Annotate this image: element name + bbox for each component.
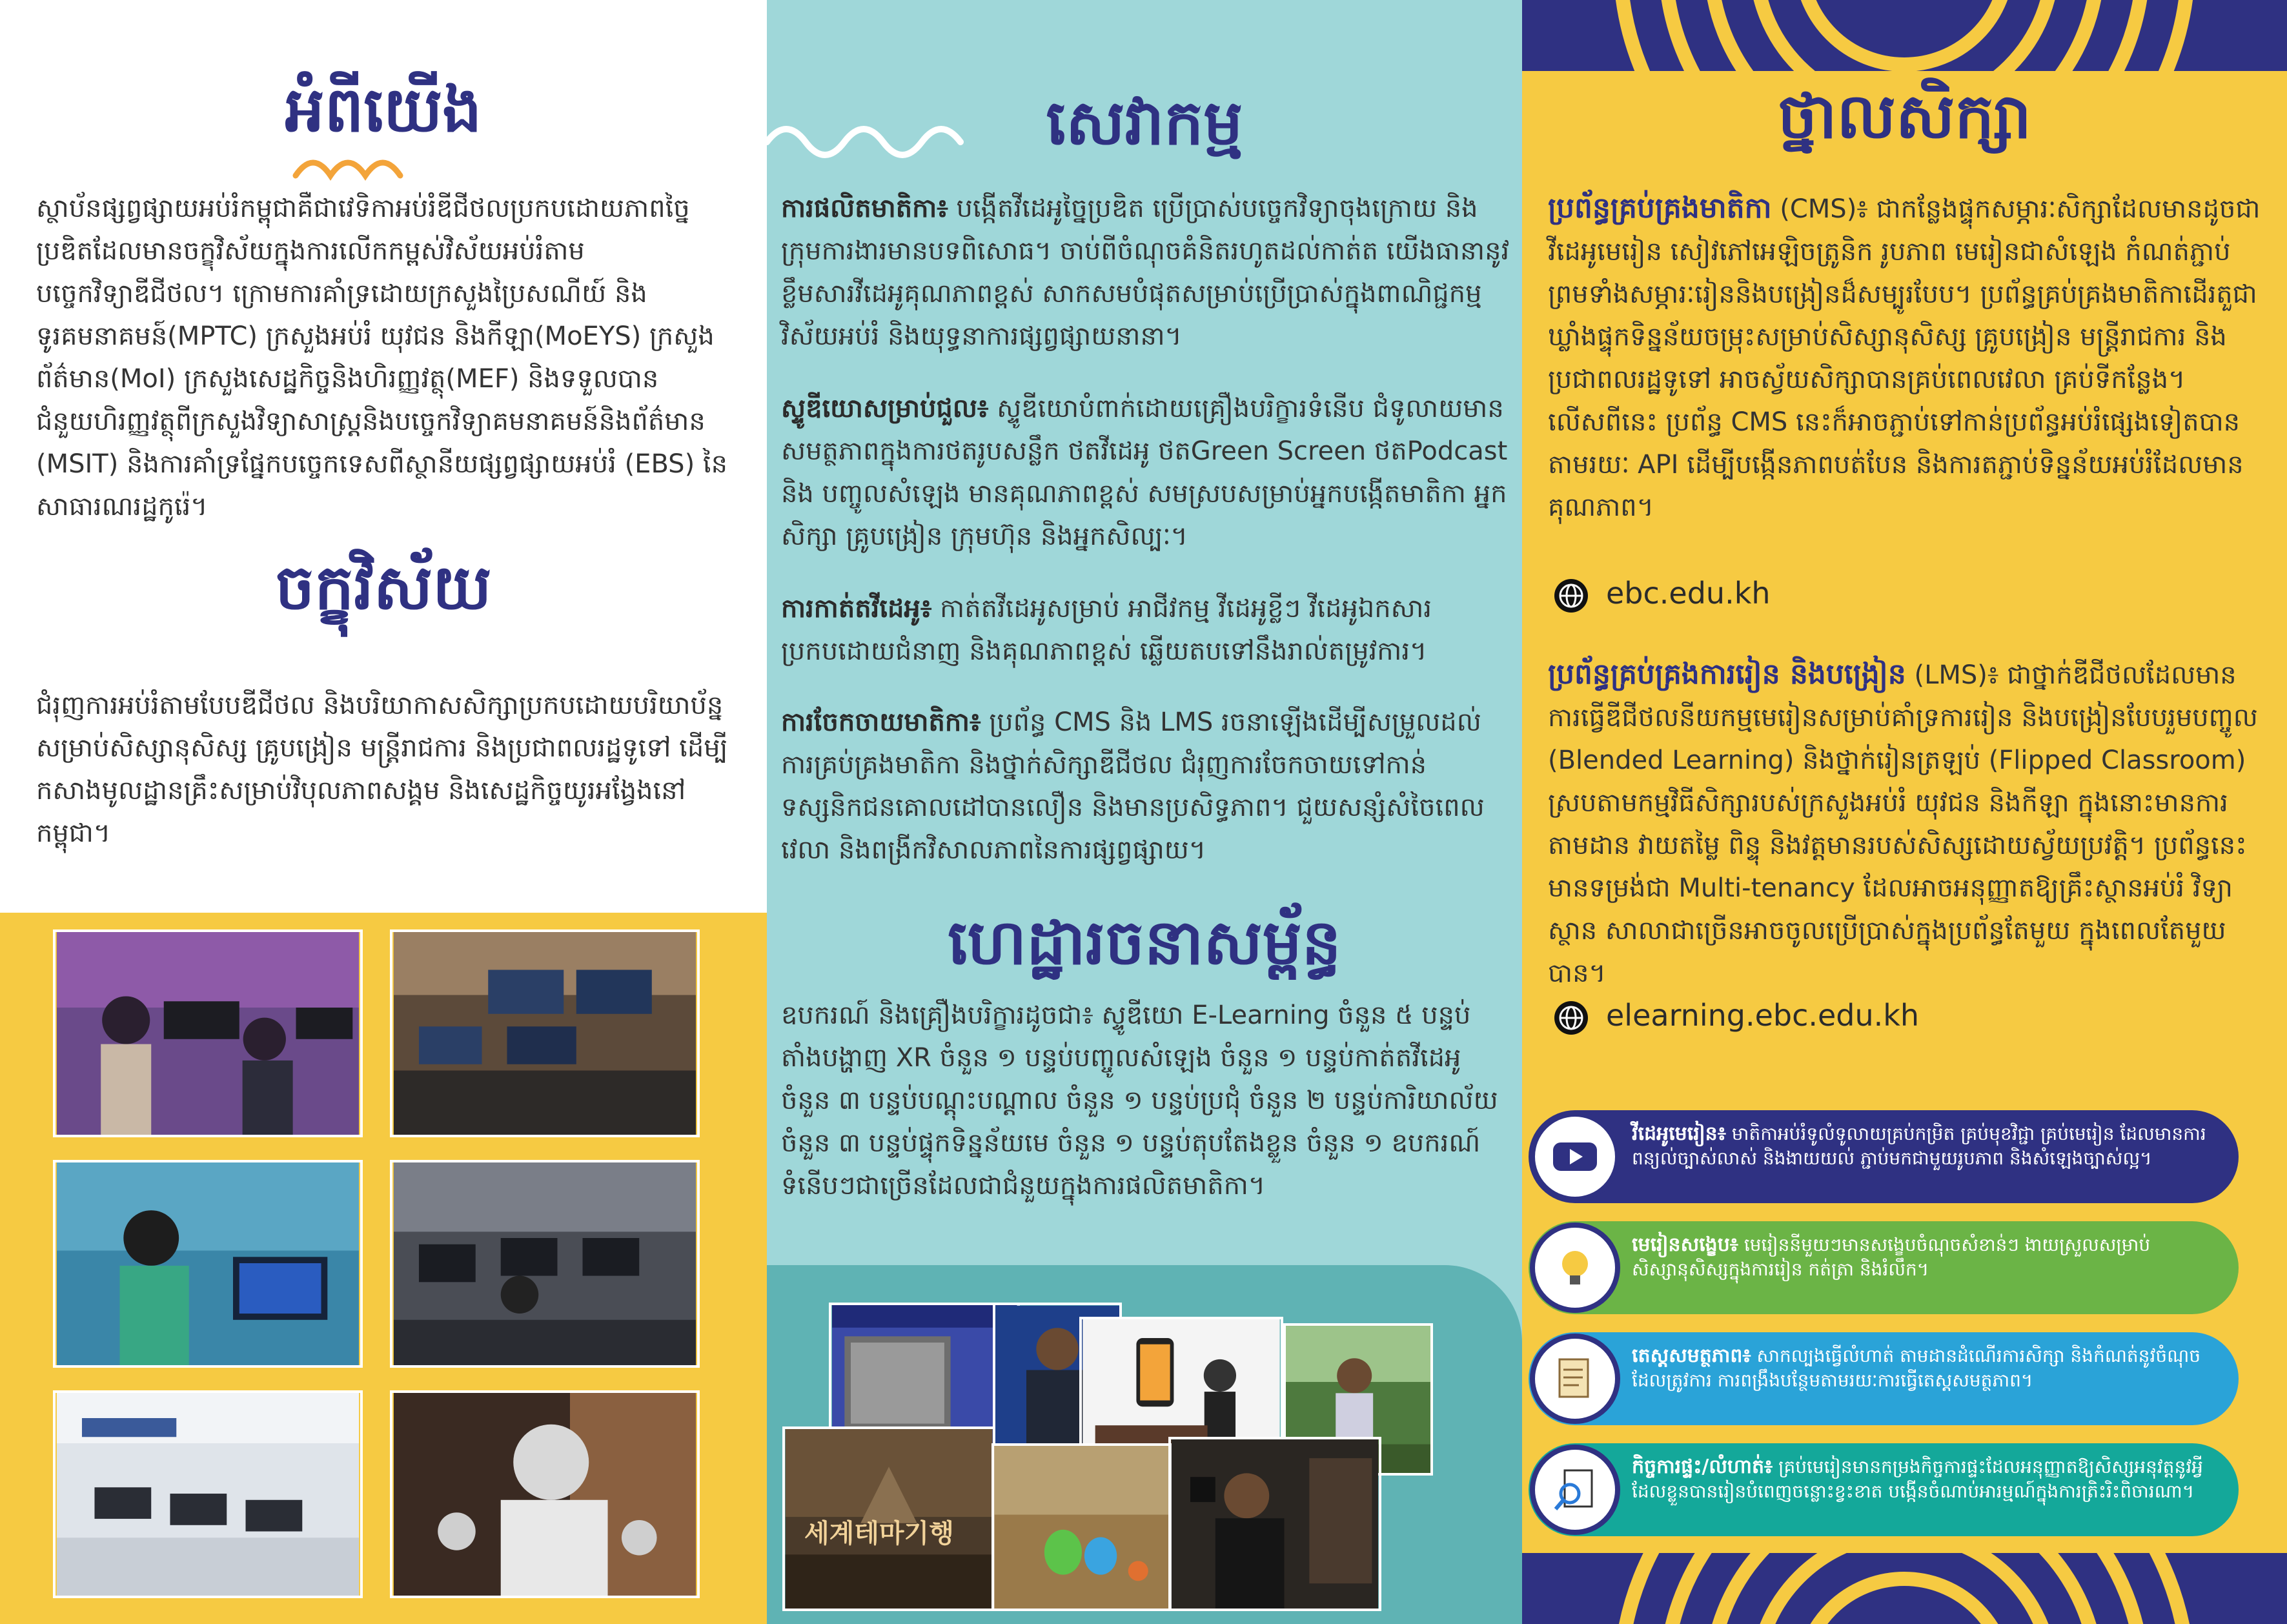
vision-text: ជំរុញការអប់រំតាមបែបឌីជីថល និងបរិយាកាសសិក្សាប្រកបដោយបរិយាប័ន្នសម្រាប់សិស្សានុសិស្ស គ្រូបង្រៀន មន្ត្រីរាជការ និងប្រជាពលរដ្ឋទូទៅ ដើម្បីកសាងមូលដ្ឋានគ្រឹះសម្រាប់វិបុលភាពសង្គម និងសេដ្ឋកិច្ចយូរអង្វែងនៅកម្ពុជា។ [36,691,728,848]
service-distribution [781,701,1510,871]
globe-icon [1554,1001,1588,1035]
feature-homework [1529,1443,2239,1536]
content-thumbnails [767,1265,1522,1624]
feature-homework-lead: កិច្ចការផ្ទះ/លំហាត់៖ [1632,1456,1773,1478]
globe-icon [1554,579,1588,613]
feature-assessment [1529,1332,2239,1425]
service-studio-text: ស្ទូឌីយោបំពាក់ដោយគ្រឿងបរិក្ខារទំនើប ជំទូលាយមានសមត្ថភាពក្នុងការថតរូបសន្លឹក ថតវីដេអូ ថតGreen Screen ថតPodcast និង បញ្ចូលសំឡេង មានគុណភាពខ្ពស់ សមស្របសម្រាប់អ្នកបង្កើតមាតិកា អ្នកសិក្សា គ្រូបង្រៀន ក្រុមហ៊ុន និងអ្នកសិល្បៈ។ [781,394,1508,551]
vision-title: ចក្ខុវិស័យ [275,551,492,624]
cms-description [1548,187,2264,529]
service-studio-lead: ស្ទូឌីយោសម្រាប់ជួល៖ [781,394,989,423]
youtube-icon [1530,1111,1620,1202]
service-distribution-text: ប្រព័ន្ធ CMS និង LMS រចនាឡើងដើម្បីសម្រួលដល់ការគ្រប់គ្រងមាតិកា និងថ្នាក់សិក្សាឌីជីថល ជំរុញការចែកចាយទៅកាន់ទស្សនិកជនគោលដៅបានលឿន និងមានប្រសិទ្ធភាព។ ជួយសន្សំសំចៃពេលវេលា និងពង្រីកវិសាលភាពនៃការផ្សព្វផ្សាយ។ [781,707,1485,865]
feature-lesson-summary [1529,1221,2239,1314]
wave-decoration [289,150,418,182]
photo-training-room [53,1390,363,1598]
photo-vr-headset [390,1390,700,1598]
cms-text: (CMS)៖ ជាកន្លែងផ្ទុកសម្ភារៈសិក្សាដែលមានដូចជា វីដេអូមេរៀន សៀវភៅអេឡិចត្រូនិក រូបភាព មេរៀនជាសំឡេង កំណត់ភ្ជាប់ព្រមទាំងសម្ភារៈរៀននិងបង្រៀនដ៏សម្បូរបែប។ ប្រព័ន្ធគ្រប់គ្រងមាតិកាដើរតួជាឃ្លាំងផ្ទុកទិន្នន័យចម្រុះសម្រាប់សិស្សានុសិស្ស គ្រូបង្រៀន មន្ត្រីរាជការ និងប្រជាពលរដ្ឋទូទៅ អាចស្វ័យសិក្សាបានគ្រប់ពេលវេលា គ្រប់ទីកន្លែង។ លើសពីនេះ ប្រព័ន្ធ CMS នេះក៏អាចភ្ជាប់ទៅកាន់ប្រព័ន្ធអប់រំផ្សេងទៀតបានតាមរយៈ API ដើម្បីបង្កើនភាពបត់បែន និងការតភ្ជាប់ទិន្នន័យអប់រំដែលមានគុណភាព។ [1548,194,2261,522]
lms-description [1548,653,2264,995]
lms-url[interactable]: elearning.ebc.edu.kh [1606,998,1920,1033]
platform-title: ថ្នាលសិក្សា [1778,80,2031,152]
photo-recording-booth [53,1160,363,1368]
platform-panel [1522,0,2287,1624]
photo-control-room [390,929,700,1137]
lms-lead: ប្រព័ន្ធគ្រប់គ្រងការរៀន និងបង្រៀន [1548,658,1906,691]
services-title: សេវាកម្ម [1046,86,1243,159]
feature-summary-lead: មេរៀនសង្ខេប៖ [1632,1233,1738,1256]
notepad-icon [1530,1334,1620,1424]
services-panel [767,0,1522,1624]
photo-camera-crew [53,929,363,1137]
feature-video-text [1632,1122,2213,1171]
lms-link[interactable] [1554,998,1919,1035]
infrastructure-title: ហេដ្ឋារចនាសម្ព័ន្ធ [948,906,1341,979]
service-video-editing [781,587,1510,673]
feature-assessment-body: សាកល្បងធ្វើលំហាត់ តាមដានដំណើរការសិក្សា និងកំណត់នូវចំណុចដែលត្រូវការ ការពង្រឹងបន្ថែមតាមរយៈការធ្វើតេស្តសមត្ថភាព។ [1632,1345,2201,1391]
cms-url[interactable]: ebc.edu.kh [1606,576,1771,611]
about-text: ស្ថាប័នផ្សព្វផ្សាយអប់រំកម្ពុជាគឺជាវេទិកាអប់រំឌីជីថលប្រកបដោយភាពច្នៃប្រឌិតដែលមានចក្ខុវិស័យក្នុងការលើកកម្ពស់វិស័យអប់រំតាមបច្ចេកវិទ្យាឌីជីថល។ ក្រោមការគាំទ្រដោយក្រសួងប្រៃសណីយ៍ និងទូរគមនាគមន៍(MPTC) ក្រសួងអប់រំ យុវជន និងកីឡា(MoEYS) ក្រសួងព័ត៌មាន(MoI) ក្រសួងសេដ្ឋកិច្ចនិងហិរញ្ញវត្ថុ(MEF) និងទទួលបានជំនួយហិរញ្ញវត្ថុពីក្រសួងវិទ្យាសាស្ត្រនិងបច្ចេកវិទ្យាគមនាគមន៍និងព័ត៌មាន (MSIT) និងការគាំទ្រផ្នែកបច្ចេកទេសពីស្ថានីយផ្សព្វផ្សាយអប់រំ (EBS) នៃសាធារណរដ្ឋកូរ៉េ។ [36,194,727,522]
infrastructure-text: ឧបករណ៍ និងគ្រឿងបរិក្ខារដូចជា៖ ស្ទូឌីយោ E-Learning ចំនួន ៥ បន្ទប់តាំងបង្ហាញ XR ចំនួន ១ បន្ទប់បញ្ចូលសំឡេង ចំនួន ១ បន្ទប់កាត់តវីដេអូ ចំនួន ៣ បន្ទប់បណ្តុះបណ្តាល ចំនួន ១ បន្ទប់ប្រជុំ ចំនួន ២ បន្ទប់ការិយាល័យ ចំនួន ៣ បន្ទប់ផ្ទុកទិន្នន័យមេ ចំនួន ១ បន្ទប់តុបតែងខ្លួន ចំនួន ១ ឧបករណ៍ទំនើបៗជាច្រើនដែលជាជំនួយក្នុងការផលិតមាតិកា។ [781,1000,1498,1201]
feature-video-body: មាតិកាអប់រំទូលំទូលាយគ្រប់កម្រិត គ្រប់មុខវិជ្ជា គ្រប់មេរៀន ដែលមានការពន្យល់ច្បាស់លាស់ និងងាយយល់ ភ្ជាប់មកជាមួយរូបភាព និងសំឡេងច្បាស់ល្អ។ [1632,1123,2206,1169]
service-production-text: បង្កើតវីដេអូច្នៃប្រឌិត ប្រើប្រាស់បច្ចេកវិទ្យាចុងក្រោយ និងក្រុមការងារមានបទពិសោធ។ ចាប់ពីចំណុចគំនិតរហូតដល់កាត់ត យើងធានានូវខ្លឹមសារវីដេអូគុណភាពខ្ពស់ សាកសមបំផុតសម្រាប់ប្រើប្រាស់ក្នុងពាណិជ្ជកម្ម វិស័យអប់រំ និងយុទ្ធនាការផ្សព្វផ្សាយនានា។ [781,194,1510,351]
thumb-animation [991,1443,1172,1611]
photo-grid [0,913,767,1624]
service-production [781,187,1510,358]
service-editing-text: កាត់តវីដេអូសម្រាប់ អាជីវកម្ម វីដេអូខ្លីៗ វីដេអូឯកសារ ប្រកបដោយជំនាញ និងគុណភាពខ្ពស់ ឆ្លើយតបទៅនឹងរាល់តម្រូវការ។ [781,594,1432,666]
feature-homework-body: គ្រប់មេរៀនមានកម្រងកិច្ចការផ្ទះដែលអនុញ្ញាតឱ្យសិស្សអនុវត្តនូវអ្វីដែលខ្លួនបានរៀនបំពេញចន្លោះខ្វះខាត បង្កើនចំណាប់អារម្មណ៍ក្នុងការត្រិះរិះពិចារណា។ [1632,1456,2203,1502]
thumb-caption: 세계테마기행 [804,1519,954,1548]
arc-decoration-top [1522,0,2287,71]
about-panel [0,0,767,1624]
feature-assessment-lead: តេស្តសមត្ថភាព៖ [1632,1345,1751,1367]
lms-text: (LMS)៖ ជាថ្នាក់ឌីជីថលដែលមានការធ្វើឌីជីថលនីយកម្មមេរៀនសម្រាប់គាំទ្រការរៀន និងបង្រៀនបែបរួមបញ្ចូល (Blended Learning) និងថ្នាក់រៀនត្រឡប់ (Flipped Classroom) ស្របតាមកម្មវិធីសិក្សារបស់ក្រសួងអប់រំ យុវជន និងកីឡា ក្នុងនោះមានការតាមដាន វាយតម្លៃ ពិន្ទុ និងវត្តមានរបស់សិស្សដោយស្វ័យប្រវត្តិ។ ប្រព័ន្ធនេះមានទម្រង់ជា Multi-tenancy ដែលអាចអនុញ្ញាតឱ្យគ្រឹះស្ថានអប់រំ វិទ្យាស្ថាន សាលាជាច្រើនអាចចូលប្រើប្រាស់ក្នុងប្រព័ន្ធតែមួយ ក្នុងពេលតែមួយបាន។ [1548,660,2258,988]
feature-summary-text [1632,1233,2213,1282]
about-title: អំពីយើង [285,74,482,146]
thumb-world-theme-travel [782,1426,995,1611]
thumb-studio-host [1168,1437,1381,1611]
service-studio-rental [781,387,1510,558]
cms-lead: ប្រព័ន្ធគ្រប់គ្រងមាតិកា [1548,192,1772,225]
feature-summary-body: មេរៀននីមួយៗមានសង្ខេបចំណុចសំខាន់ៗ ងាយស្រួលសម្រាប់សិស្សានុសិស្សក្នុងការរៀន កត់ត្រា និងរំលឹក។ [1632,1234,2151,1280]
search-document-icon [1530,1445,1620,1535]
lightbulb-icon [1530,1223,1620,1313]
photo-editing-lab [390,1160,700,1368]
feature-video-lead: វីដេអូមេរៀន៖ [1632,1122,1726,1145]
service-distribution-lead: ការចែកចាយមាតិកា៖ [781,707,981,737]
feature-homework-text [1632,1455,2213,1504]
cms-link[interactable] [1554,576,1770,613]
arc-decoration-bottom [1522,1553,2287,1624]
service-editing-lead: ការកាត់តវីដេអូ៖ [781,594,932,624]
service-production-lead: ការផលិតមាតិកា៖ [781,194,948,223]
feature-assessment-text [1632,1344,2213,1393]
feature-video-lessons [1529,1110,2239,1203]
